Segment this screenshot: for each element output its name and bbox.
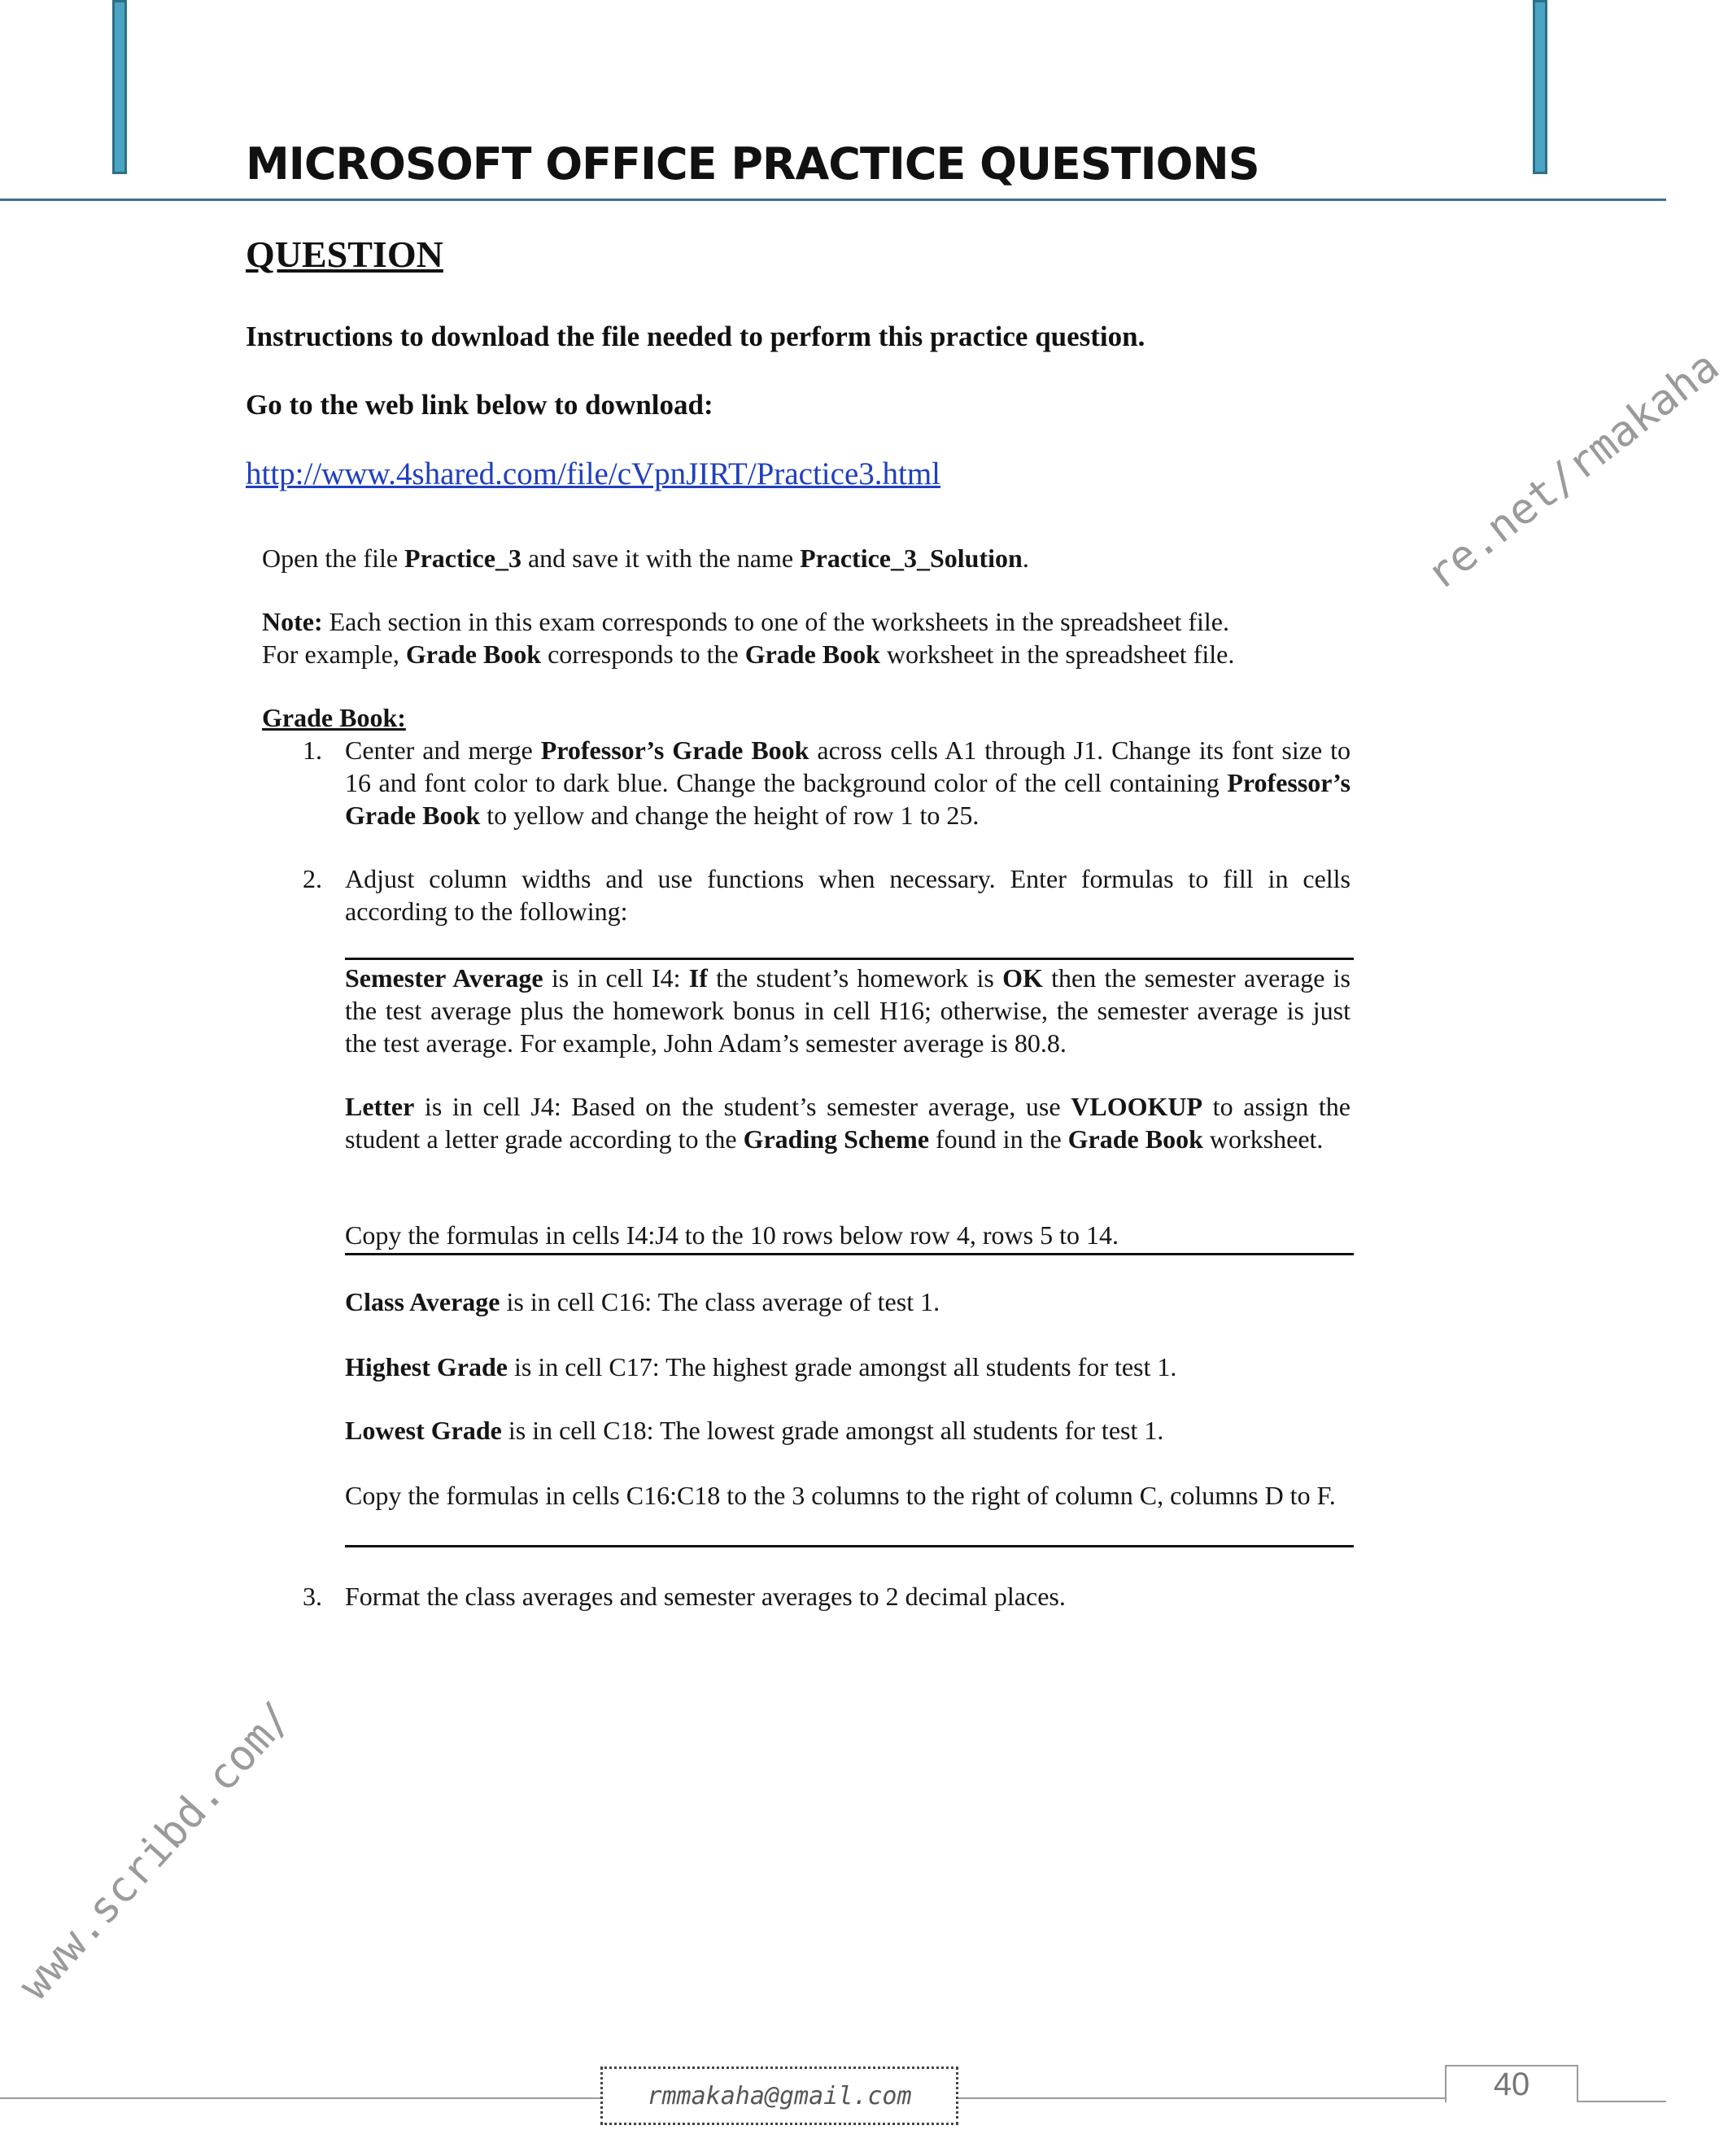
footer-rule-right <box>1578 2101 1666 2102</box>
copy-c16-c18-text: Copy the formulas in cells C16:C18 to the 3 columns to the right of column C, columns D to F. <box>345 1481 1336 1510</box>
lowest-grade-text: Lowest Grade is in cell C18: The lowest grade amongst all students for test 1. <box>345 1416 1164 1445</box>
highest-grade-text: Highest Grade is in cell C17: The highest grade amongst all students for test 1. <box>345 1352 1177 1381</box>
header-bar-left <box>112 0 127 174</box>
semester-average-text: Semester Average is in cell I4: If the student’s homework is OK then the semester average is the test average plus the homework bonus in cell H16; otherwise, the semester average is just the test average. For example, John Adam’s semester average is 80.8. <box>345 963 1351 1058</box>
open-file-paragraph: Open the file Practice_3 and save it with the name Practice_3_Solution. <box>262 543 1029 573</box>
header-rule <box>0 199 1666 201</box>
note-label: Note: <box>262 607 323 636</box>
footer-rule-left <box>0 2097 600 2099</box>
item-1-number: 1. <box>303 735 322 765</box>
footer-rule-middle <box>958 2097 1445 2099</box>
header-bar-right <box>1533 0 1547 174</box>
item-3-number: 3. <box>303 1582 322 1611</box>
download-link[interactable]: http://www.4shared.com/file/cVpnJIRT/Practice3.html <box>246 456 941 491</box>
page-number: 40 <box>1493 2067 1530 2102</box>
item-2-text: Adjust column widths and use functions when necessary. Enter formulas to fill in cells according to the following: <box>345 864 1351 926</box>
question-heading: QUESTION <box>246 233 443 275</box>
page-title: MICROSOFT OFFICE PRACTICE QUESTIONS <box>246 138 1259 190</box>
box-2-bottom-rule <box>345 1545 1354 1547</box>
box-1-top-rule <box>345 958 1354 960</box>
practice-file-name: Practice_3 <box>404 543 521 573</box>
class-average-text: Class Average is in cell C16: The class average of test 1. <box>345 1287 940 1316</box>
note-paragraph: Note: Each section in this exam corresponds to one of the worksheets in the spreadsheet file. For example, Grade Book corresponds to the Grade Book worksheet in the spreadsheet file. <box>262 607 1235 669</box>
watermark-left: www.scribd.com/ <box>10 1693 302 2010</box>
item-1-text: Center and merge Professor’s Grade Book across cells A1 through J1. Change its font size to 16 and font color to dark blue. Change the background color of the cell containing Professor’s Grade Book to yellow and change the height of row 1 to 25. <box>345 735 1351 830</box>
footer-email: rmmakaha@gmail.com <box>600 2067 958 2125</box>
instructions-text: Instructions to download the file needed to perform this practice question. <box>246 321 1145 352</box>
letter-text: Letter is in cell J4: Based on the student’s semester average, use VLOOKUP to assign the student a letter grade according to the Grading Scheme found in the Grade Book worksheet. <box>345 1092 1351 1154</box>
box-1-bottom-rule <box>345 1253 1354 1255</box>
go-to-text: Go to the web link below to download: <box>246 389 713 421</box>
copy-i4-j4-text: Copy the formulas in cells I4:J4 to the 10 rows below row 4, rows 5 to 14. <box>345 1220 1119 1250</box>
item-2-number: 2. <box>303 864 322 893</box>
item-3-text: Format the class averages and semester averages to 2 decimal places. <box>345 1582 1066 1611</box>
watermark-right: re.net/rmakaha <box>1417 342 1728 600</box>
section-title: Grade Book: <box>262 703 406 732</box>
